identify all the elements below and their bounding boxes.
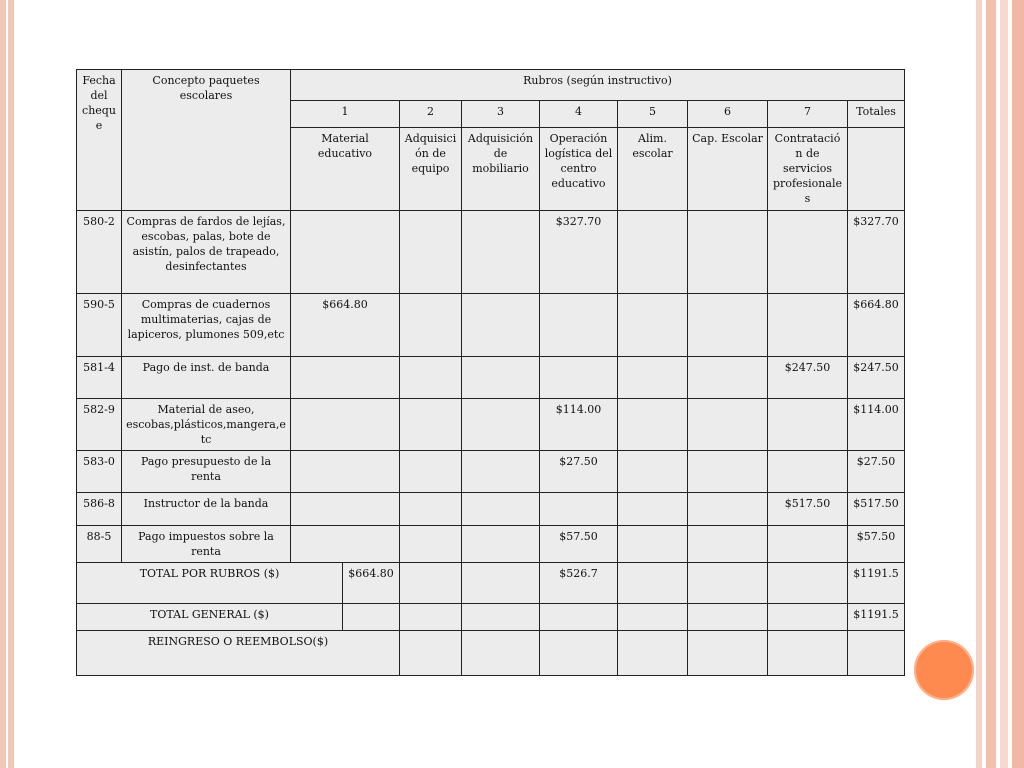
cell-c4: $114.00: [540, 399, 618, 451]
reingreso-label: REINGRESO O REEMBOLSO($): [77, 631, 400, 676]
cell-c4: [540, 493, 618, 526]
cell-empty: [540, 631, 618, 676]
cell-c1: $664.80: [291, 294, 400, 357]
cell-fecha: 590-5: [77, 294, 122, 357]
cell-total: $327.70: [848, 211, 905, 294]
cell-c2: [400, 211, 462, 294]
expense-table: [76, 69, 905, 676]
total-por-rubros-c1: $664.80: [343, 563, 400, 604]
orange-circle-decoration: [914, 640, 974, 700]
cell-empty: [540, 604, 618, 631]
cell-c1: [291, 451, 400, 493]
cell-c5: [618, 493, 688, 526]
cell-c5: [618, 294, 688, 357]
cell-c6: [688, 399, 768, 451]
cell-c5: [618, 399, 688, 451]
cell-c2: [400, 493, 462, 526]
cell-concepto: Compras de fardos de lejías, escobas, palas, bote de asistín, palos de trapeado, desinfectantes: [122, 211, 291, 294]
header-number: 7: [768, 101, 848, 128]
header-category: Adquisición de mobiliario: [462, 128, 540, 211]
cell-empty: [400, 563, 462, 604]
header-number: Totales: [848, 101, 905, 128]
cell-c2: [400, 357, 462, 399]
header-number: 5: [618, 101, 688, 128]
cell-c6: [688, 211, 768, 294]
cell-fecha: 583-0: [77, 451, 122, 493]
cell-c2: [400, 399, 462, 451]
cell-c6: [688, 357, 768, 399]
total-por-rubros-label: TOTAL POR RUBROS ($): [77, 563, 343, 604]
cell-c2: [400, 294, 462, 357]
cell-total: $57.50: [848, 526, 905, 563]
cell-empty: [618, 631, 688, 676]
header-number: 6: [688, 101, 768, 128]
cell-empty: [688, 631, 768, 676]
cell-c7: [768, 294, 848, 357]
cell-c5: [618, 451, 688, 493]
cell-c7: [768, 451, 848, 493]
header-category: Alim. escolar: [618, 128, 688, 211]
cell-c3: [462, 294, 540, 357]
cell-c6: [688, 493, 768, 526]
cell-c3: [462, 211, 540, 294]
header-category: Material educativo: [291, 128, 400, 211]
cell-total: $664.80: [848, 294, 905, 357]
total-por-rubros-total: $1191.5: [848, 563, 905, 604]
cell-fecha: 580-2: [77, 211, 122, 294]
header-number: 2: [400, 101, 462, 128]
cell-concepto: Pago presupuesto de la renta: [122, 451, 291, 493]
cell-fecha: 581-4: [77, 357, 122, 399]
table-row: [77, 493, 905, 526]
header-number: 1: [291, 101, 400, 128]
cell-c5: [618, 211, 688, 294]
cell-c7: [768, 211, 848, 294]
total-por-rubros-row: [77, 563, 905, 604]
cell-c3: [462, 451, 540, 493]
cell-total: $517.50: [848, 493, 905, 526]
cell-concepto: Instructor de la banda: [122, 493, 291, 526]
cell-fecha: 582-9: [77, 399, 122, 451]
total-general-label: TOTAL GENERAL ($): [77, 604, 343, 631]
left-decorative-border: [0, 0, 14, 768]
table-row: [77, 451, 905, 493]
header-category: Cap. Escolar: [688, 128, 768, 211]
header-rubros: Rubros (según instructivo): [291, 70, 905, 101]
cell-c3: [462, 526, 540, 563]
table-row: [77, 211, 905, 294]
cell-c4: [540, 294, 618, 357]
table-row: [77, 294, 905, 357]
table-row: [77, 526, 905, 563]
cell-c1: [291, 211, 400, 294]
cell-c6: [688, 526, 768, 563]
cell-c7: $517.50: [768, 493, 848, 526]
cell-empty: [688, 563, 768, 604]
header-number: 3: [462, 101, 540, 128]
cell-empty: [618, 563, 688, 604]
header-category: Contratación de servicios profesionales: [768, 128, 848, 211]
cell-empty: [768, 631, 848, 676]
total-general-total: $1191.5: [848, 604, 905, 631]
cell-concepto: Pago impuestos sobre la renta: [122, 526, 291, 563]
header-category: Adquisición de equipo: [400, 128, 462, 211]
cell-empty: [848, 631, 905, 676]
cell-total: $114.00: [848, 399, 905, 451]
right-decorative-stripes: [976, 0, 1024, 768]
cell-empty: [618, 604, 688, 631]
cell-empty: [768, 604, 848, 631]
cell-c5: [618, 357, 688, 399]
cell-c4: $27.50: [540, 451, 618, 493]
cell-c3: [462, 357, 540, 399]
cell-c6: [688, 294, 768, 357]
cell-c4: $327.70: [540, 211, 618, 294]
total-general-row: [77, 604, 905, 631]
header-category: Operación logística del centro educativo: [540, 128, 618, 211]
cell-c7: [768, 399, 848, 451]
cell-c2: [400, 526, 462, 563]
cell-total: $27.50: [848, 451, 905, 493]
cell-empty: [462, 563, 540, 604]
cell-c1: [291, 493, 400, 526]
cell-concepto: Pago de inst. de banda: [122, 357, 291, 399]
cell-empty: [343, 604, 400, 631]
cell-fecha: 586-8: [77, 493, 122, 526]
cell-empty: [688, 604, 768, 631]
cell-empty: [400, 631, 462, 676]
total-por-rubros-c4: $526.7: [540, 563, 618, 604]
cell-c3: [462, 399, 540, 451]
cell-empty: [768, 563, 848, 604]
cell-c3: [462, 493, 540, 526]
cell-total: $247.50: [848, 357, 905, 399]
cell-c1: [291, 357, 400, 399]
cell-empty: [400, 604, 462, 631]
cell-c4: [540, 357, 618, 399]
cell-c7: $247.50: [768, 357, 848, 399]
cell-c1: [291, 526, 400, 563]
cell-c5: [618, 526, 688, 563]
table-row: [77, 357, 905, 399]
header-concepto: Concepto paquetes escolares: [122, 70, 291, 211]
header-category: [848, 128, 905, 211]
cell-c6: [688, 451, 768, 493]
cell-fecha: 88-5: [77, 526, 122, 563]
cell-c2: [400, 451, 462, 493]
cell-empty: [462, 631, 540, 676]
header-number: 4: [540, 101, 618, 128]
cell-c4: $57.50: [540, 526, 618, 563]
header-fecha: Fecha del cheque: [77, 70, 122, 211]
cell-concepto: Material de aseo, escobas,plásticos,mangera,etc: [122, 399, 291, 451]
reingreso-row: [77, 631, 905, 676]
cell-empty: [462, 604, 540, 631]
cell-c1: [291, 399, 400, 451]
cell-concepto: Compras de cuadernos multimaterias, cajas de lapiceros, plumones 509,etc: [122, 294, 291, 357]
table-row: [77, 399, 905, 451]
cell-c7: [768, 526, 848, 563]
